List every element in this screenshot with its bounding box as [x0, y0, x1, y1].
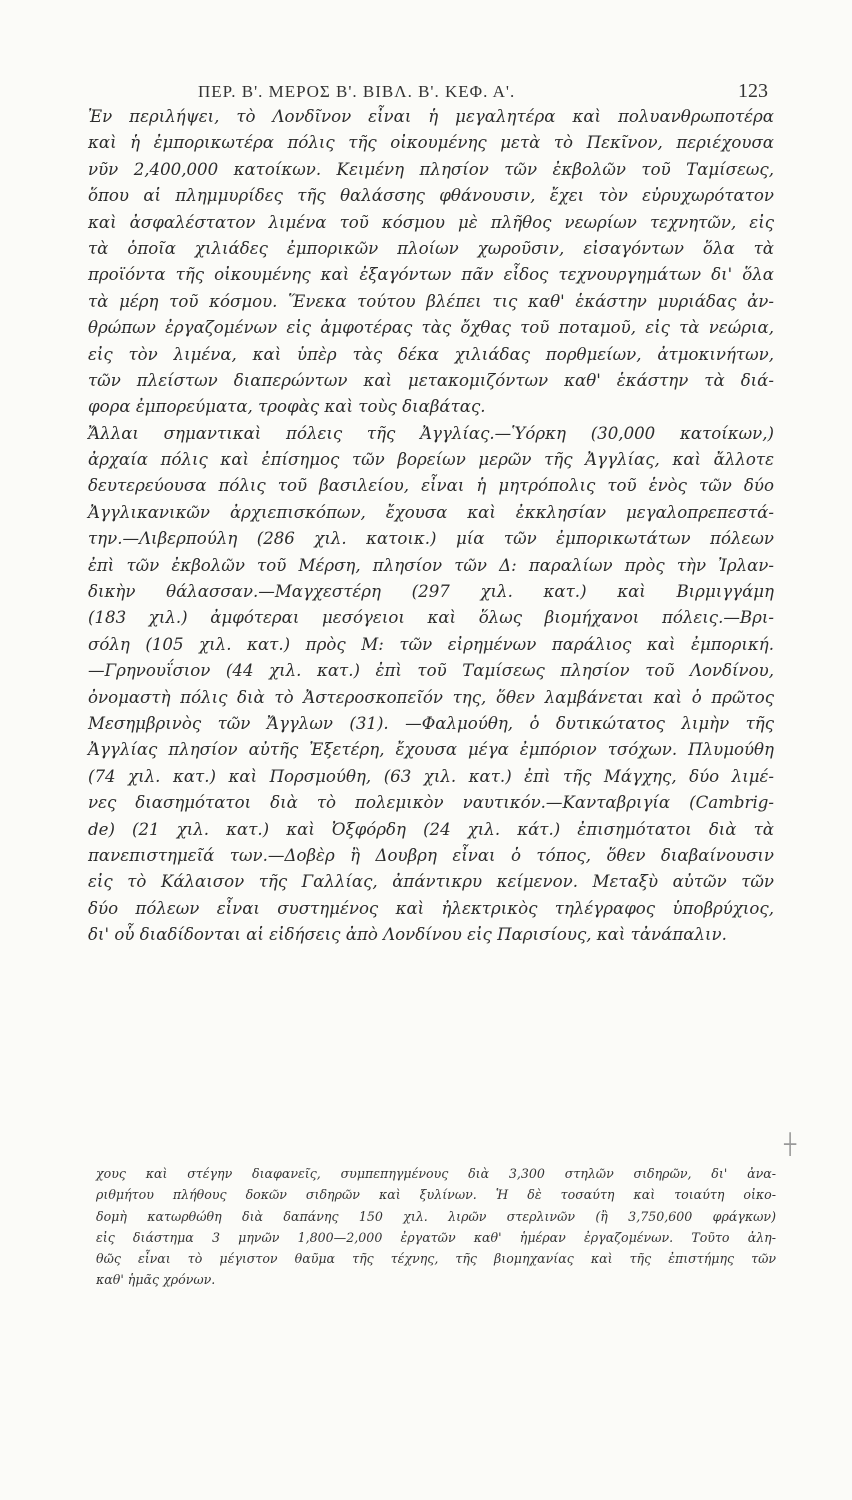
main-text — [88, 104, 774, 949]
footnote-line: εἰς διάστημα 3 μηνῶν 1,800—2,000 ἐργατῶν καθ' ἡμέραν ἐργαζομένων. Τοῦτο ἀλη- — [96, 1229, 776, 1245]
text-line: Μεσημβρινὸς τῶν Ἄγγλων (31). —Φαλμούθη, ὁ δυτικώτατος λιμὴν τῆς — [88, 713, 774, 733]
text-line: —Γρηνουΐσιον (44 χιλ. κατ.) ἐπὶ τοῦ Ταμίσεως πλησίον τοῦ Λονδίνου, — [88, 661, 774, 681]
text-line: νῦν 2,400,000 κατοίκων. Κειμένη πλησίον τῶν ἐκβολῶν τοῦ Ταμίσεως, — [88, 159, 774, 179]
text-line: νες διασημότατοι διὰ τὸ πολεμικὸν ναυτικόν.—Κανταβριγία (Cambrig- — [88, 793, 774, 813]
footnote-line: χους καὶ στέγην διαφανεῖς, συμπεπηγμένους διὰ 3,300 στηλῶν σιδηρῶν, δι' ἀνα- — [96, 1166, 776, 1181]
text-line: καὶ ἡ ἐμπορικωτέρα πόλις τῆς οἰκουμένης μετὰ τὸ Πεκῖνον, περιέχουσα — [88, 133, 774, 153]
text-line: (183 χιλ.) ἀμφότεραι μεσόγειοι καὶ ὅλως βιομήχανοι πόλεις.—Βρι- — [88, 608, 774, 628]
text-line: Ἀγγλικανικῶν ἀρχιεπισκόπων, ἔχουσα καὶ ἐκκλησίαν μεγαλοπρεπεστά- — [88, 502, 774, 522]
footnote-line: θῶς εἶναι τὸ μέγιστον θαῦμα τῆς τέχνης, τῆς βιομηχανίας καὶ τῆς ἐπιστήμης τῶν — [96, 1251, 776, 1267]
text-line: τῶν πλείστων διαπερώντων καὶ μετακομιζόντων καθ' ἑκάστην τὰ διά- — [88, 370, 774, 390]
text-line: τὰ ὁποῖα χιλιάδες ἐμπορικῶν πλοίων χωροῦσιν, εἰσαγόντων ὅλα τὰ — [88, 238, 774, 258]
text-line: Ἀγγλίας πλησίον αὐτῆς Ἐξετέρη, ἔχουσα μέγα ἐμπόριον τσόχων. Πλυμούθη — [88, 740, 774, 760]
text-line: ὅπου αἱ πλημμυρίδες τῆς θαλάσσης φθάνουσιν, ἔχει τὸν εὐρυχωρότατον — [88, 186, 774, 206]
text-line: δι' οὗ διαδίδονται αἱ εἰδήσεις ἀπὸ Λονδίνου εἰς Παρισίους, καὶ τἀνάπαλιν. — [88, 925, 727, 945]
text-line: Ἄλλαι σημαντικαὶ πόλεις τῆς Ἀγγλίας.—Ὑόρκη (30,000 κατοίκων,) — [88, 423, 774, 443]
text-line: δικὴν θάλασσαν.—Μαγχεστέρη (297 χιλ. κατ.) καὶ Βιρμιγγάμη — [88, 582, 774, 602]
text-line: προϊόντα τῆς οἰκουμένης καὶ ἐξαγόντων πᾶν εἶδος τεχνουργημάτων δι' ὅλα — [88, 265, 774, 285]
footnote-block — [96, 1163, 776, 1291]
text-line: καὶ ἀσφαλέστατον λιμένα τοῦ κόσμου μὲ πλῆθος νεωρίων τεχνητῶν, εἰς — [88, 212, 774, 232]
text-line: θρώπων ἐργαζομένων εἰς ἀμφοτέρας τὰς ὄχθας τοῦ ποταμοῦ, εἰς τὰ νεώρια, — [88, 318, 774, 338]
page-number: 123 — [738, 80, 768, 102]
footnote-line: δομὴ κατωρθώθη διὰ δαπάνης 150 χιλ. λιρῶν στερλινῶν (ἢ 3,750,600 φράγκων) — [96, 1208, 776, 1224]
text-line: δύο πόλεων εἶναι συστημένος καὶ ἠλεκτρικὸς τηλέγραφος ὑποβρύχιος, — [88, 898, 774, 918]
text-line: ἐπὶ τῶν ἐκβολῶν τοῦ Μέρση, πλησίον τῶν Δ: παραλίων πρὸς τὴν Ἰρλαν- — [88, 555, 774, 575]
text-line: (74 χιλ. κατ.) καὶ Πορσμούθη, (63 χιλ. κατ.) ἐπὶ τῆς Μάγχης, δύο λιμέ- — [88, 766, 774, 786]
text-line: σόλη (105 χιλ. κατ.) πρὸς Μ: τῶν εἰρημένων παράλιος καὶ ἐμπορική. — [88, 634, 774, 654]
text-line: εἰς τὸν λιμένα, καὶ ὑπὲρ τὰς δέκα χιλιάδας πορθμείων, ἀτμοκινήτων, — [88, 344, 774, 364]
running-head: ΠΕΡ. Β'. ΜΕΡΟΣ Β'. ΒΙΒΛ. Β'. ΚΕΦ. Α'. — [198, 82, 516, 101]
text-line: εἰς τὸ Κάλαισον τῆς Γαλλίας, ἀπάντικρυ κείμενον. Μεταξὺ αὐτῶν τῶν — [88, 872, 774, 892]
text-line: πανεπιστημεῖά των.—Δοβὲρ ἢ Δουβρη εἶναι ὁ τόπος, ὅθεν διαβαίνουσιν — [88, 845, 774, 865]
footnote-line: καθ' ἡμᾶς χρόνων. — [96, 1272, 216, 1288]
text-line: δευτερεύουσα πόλις τοῦ βασιλείου, εἶναι ἡ μητρόπολις τοῦ ἑνὸς τῶν δύο — [88, 476, 774, 496]
footnote-line: ριθμήτου πλήθους δοκῶν σιδηρῶν καὶ ξυλίνων. Ἡ δὲ τοσαύτη καὶ τοιαύτη οἰκο- — [96, 1187, 776, 1203]
text-line: ὀνομαστὴ πόλις διὰ τὸ Ἀστεροσκοπεῖόν της, ὅθεν λαμβάνεται καὶ ὁ πρῶτος — [88, 687, 774, 707]
text-line: Ἐν περιλήψει, τὸ Λονδῖνον εἶναι ἡ μεγαλητέρα καὶ πολυανθρωποτέρα — [88, 107, 774, 126]
text-line: τὰ μέρη τοῦ κόσμου. Ἕνεκα τούτου βλέπει τις καθ' ἑκάστην μυριάδας ἀν- — [88, 291, 774, 311]
margin-mark: ┼ — [784, 1132, 797, 1156]
text-line: de) (21 χιλ. κατ.) καὶ Ὀξφόρδη (24 χιλ. κάτ.) ἐπισημότατοι διὰ τὰ — [88, 819, 774, 839]
text-line: φορα ἐμπορεύματα, τροφὰς καὶ τοὺς διαβάτας. — [88, 397, 486, 417]
text-line: την.—Λιβερπούλη (286 χιλ. κατοικ.) μία τῶν ἐμπορικωτάτων πόλεων — [88, 529, 774, 549]
text-line: ἀρχαία πόλις καὶ ἐπίσημος τῶν βορείων μερῶν τῆς Ἀγγλίας, καὶ ἄλλοτε — [88, 450, 774, 470]
